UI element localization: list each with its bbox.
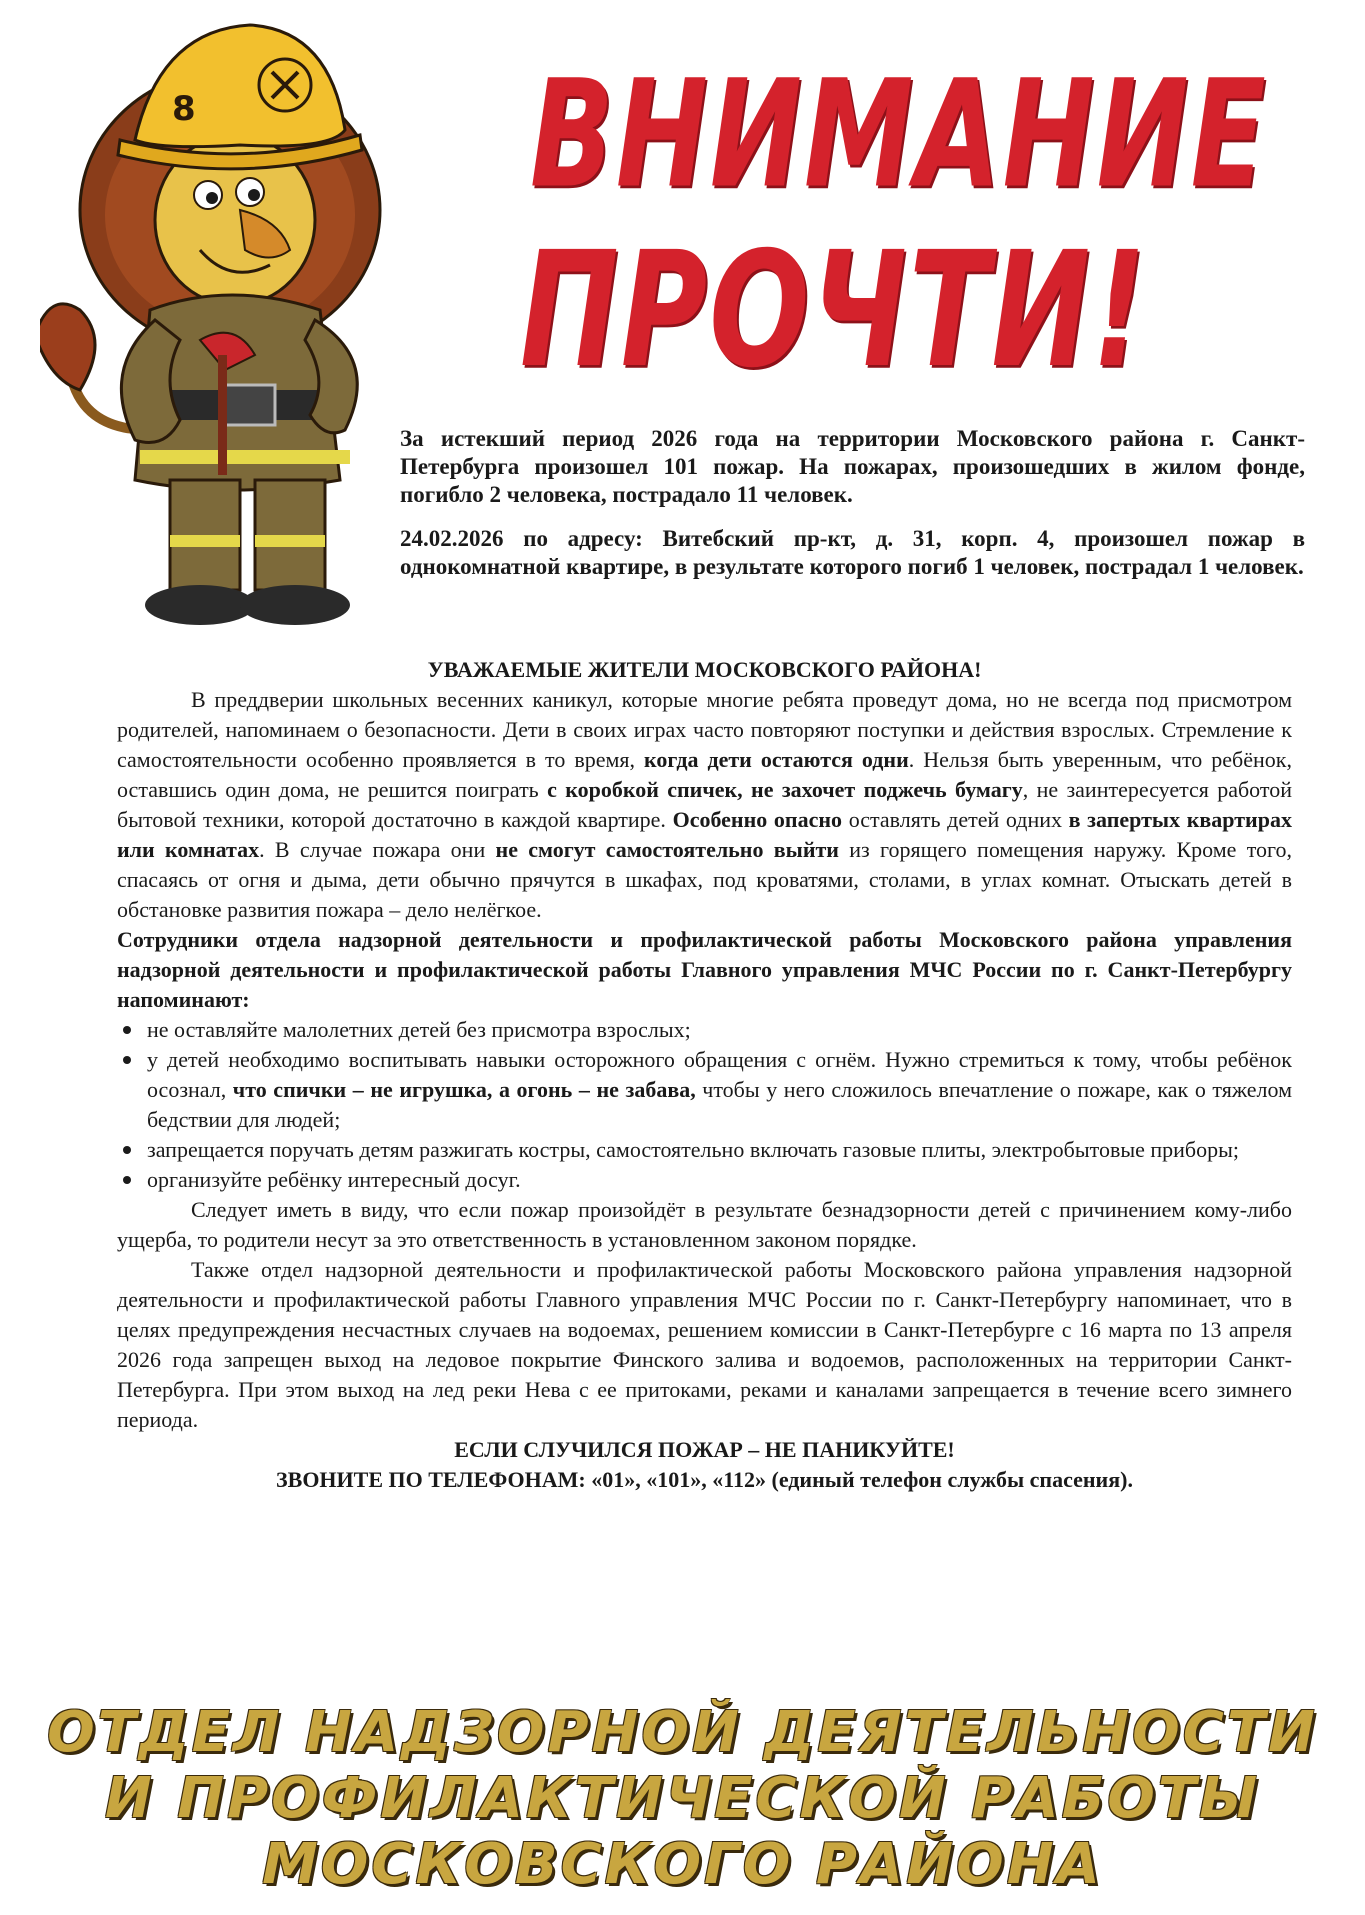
list-item: не оставляйте малолетних детей без присмотра взрослых; [117,1015,1292,1045]
department-footer [0,1700,1365,1898]
footer-line-1: ОТДЕЛ НАДЗОРНОЙ ДЕЯТЕЛЬНОСТИ [47,1700,1318,1765]
reminder-list [117,1015,1292,1195]
responsibility-paragraph: Следует иметь в виду, что если пожар произойдёт в результате безнадзорности детей с причинением кому-либо ущерба, то родители несут за это ответственность в установленном законом порядке. [117,1197,1292,1252]
fire-statistics-block [400,425,1305,597]
list-item: запрещается поручать детям разжигать костры, самостоятельно включать газовые плиты, электробытовые приборы; [117,1135,1292,1165]
reminder-heading: Сотрудники отдела надзорной деятельности и профилактической работы Московского района управления надзорной деятельности и профилактической работы Главного управления МЧС России по г. Санкт-Петербургу напоминают: [117,927,1292,1012]
no-panic-heading: ЕСЛИ СЛУЧИЛСЯ ПОЖАР – НЕ ПАНИКУЙТЕ! [454,1437,955,1462]
text-span: оставлять детей одних [842,807,1069,832]
safety-paragraph [117,685,1292,925]
text-span: из горящего помещения наружу. Кроме того, спасаясь от огня и дыма, дети обычно прячутся в шкафах, под кроватями, столами, в углах комнат. Отыскать детей в обстановке развития пожара – дело нелёгкое. [117,837,1292,922]
greeting-heading: УВАЖАЕМЫЕ ЖИТЕЛИ МОСКОВСКОГО РАЙОНА! [427,657,982,682]
text-span: у детей необходимо воспитывать навыки осторожного обращения с огнём. Нужно стремиться к тому, чтобы ребёнок осознал, [147,1047,1292,1102]
text-span: В преддверии школьных весенних каникул, которые многие ребята проведут дома, но не всегда под присмотром родителей, напоминаем о безопасности. Дети в своих играх часто повторяют поступки и действия взрослых. Стремление к самостоятельности особенно проявляется в то время, [117,687,1292,772]
bold-span: не смогут самостоятельно выйти [495,837,839,862]
headline-read: ПРОЧТИ! [520,216,1148,403]
footer-line-2: И ПРОФИЛАКТИЧЕСКОЙ РАБОТЫ [104,1766,1261,1831]
bold-span: Особенно опасно [672,807,843,832]
emergency-phones: ЗВОНИТЕ ПО ТЕЛЕФОНАМ: «01», «101», «112» (единый телефон службы спасения). [276,1467,1133,1492]
text-span: чтобы у него сложилось впечатление о пожаре, как о тяжелом бедствии для людей; [147,1077,1292,1132]
text-span: , не заинтересуется работой бытовой техники, которой достаточно в каждой квартире. [117,777,1292,832]
statistics-paragraph: За истекший период 2026 года на территории Московского района г. Санкт-Петербурга произошел 101 пожар. На пожарах, произошедших в жилом фонде, погибло 2 человека, пострадало 11 человек. [400,426,1305,507]
bold-span: что спички – не игрушка, а огонь – не забава, [232,1077,696,1102]
list-item [117,1045,1292,1135]
headline-attention: ВНИМАНИЕ [530,47,1268,221]
main-text [117,655,1292,1495]
footer-line-3: МОСКОВСКОГО РАЙОНА [262,1832,1103,1897]
bold-span: с коробкой спичек, не захочет поджечь бумагу [547,777,1023,802]
svg-text:8: 8 [172,89,196,129]
ice-warning-paragraph: Также отдел надзорной деятельности и профилактической работы Московского района управления надзорной деятельности и профилактической работы Главного управления МЧС России по г. Санкт-Петербургу напоминает, что в целях предупреждения несчастных случаев на водоемах, решением комиссии в Санкт-Петербурге с 16 марта по 13 апреля 2026 года запрещен выход на ледовое покрытие Финского залива и водоемов, расположенных на территории Санкт-Петербурга. При этом выход на лед реки Нева с ее притоками, реками и каналами запрещается в течение всего зимнего периода. [117,1257,1292,1432]
bold-span: в запертых квартирах или комнатах [117,807,1292,862]
text-span: . В случае пожара они [259,837,496,862]
lion-firefighter-mascot-icon [40,10,420,630]
text-span: . Нельзя быть уверенным, что ребёнок, оставшись один дома, не решится поиграть [117,747,1292,802]
list-item: организуйте ребёнку интересный досуг. [117,1165,1292,1195]
incident-paragraph: 24.02.2026 по адресу: Витебский пр-кт, д. 31, корп. 4, произошел пожар в однокомнатной квартире, в результате которого погиб 1 человек, пострадал 1 человек. [400,526,1305,579]
bold-span: когда дети остаются одни [644,747,909,772]
